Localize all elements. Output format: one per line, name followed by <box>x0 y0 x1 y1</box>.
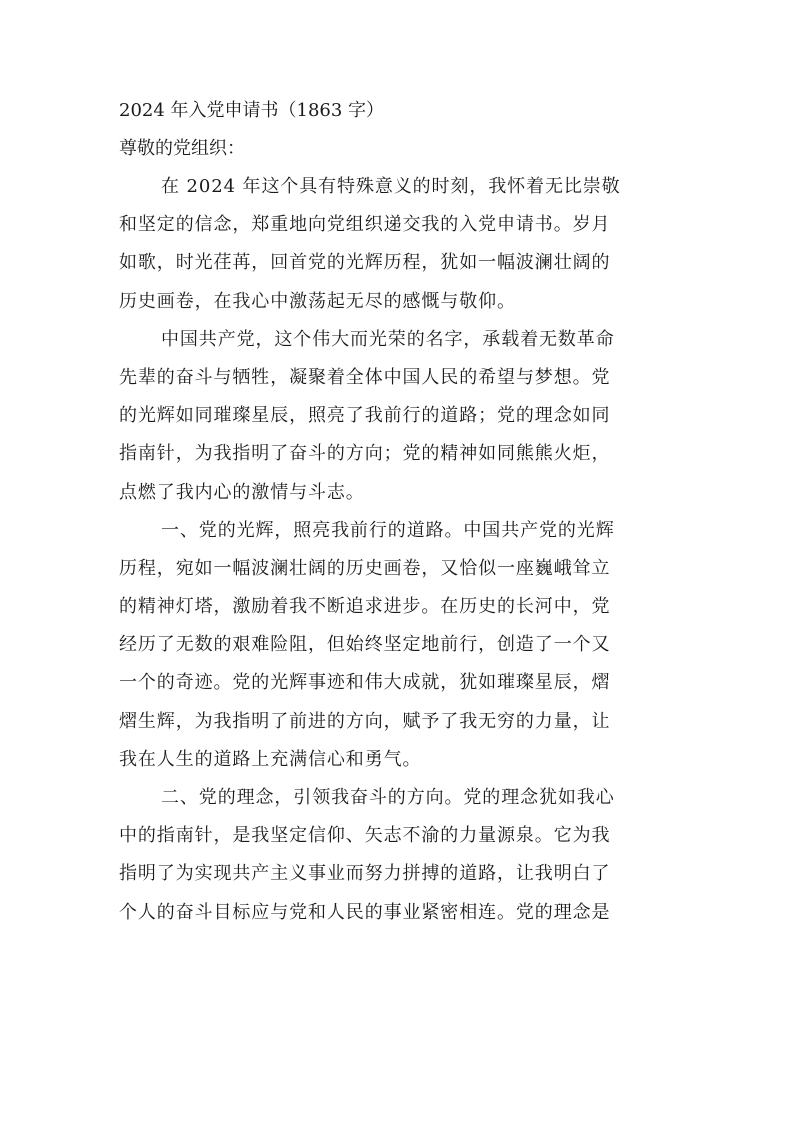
paragraph-line: 在 2024 年这个具有特殊意义的时刻，我怀着无比崇敬 <box>161 176 621 197</box>
paragraph-line: 熠生辉，为我指明了前进的方向，赋予了我无穷的力量，让 <box>119 710 611 732</box>
salutation: 尊敬的党组织： <box>119 138 245 159</box>
paragraph-line: 指明了为实现共产主义事业而努力拼搏的道路，让我明白了 <box>119 863 611 885</box>
document-body <box>119 92 675 932</box>
paragraph-line: 我在人生的道路上充满信心和勇气。 <box>119 748 422 770</box>
paragraph-line: 一个的奇迹。党的光辉事迹和伟大成就，犹如璀璨星辰，熠 <box>119 672 611 694</box>
paragraph-line: 的精神灯塔，激励着我不断追求进步。在历史的长河中，党 <box>119 596 611 618</box>
paragraph-line: 中的指南针，是我坚定信仰、矢志不渝的力量源泉。它为我 <box>119 825 611 847</box>
paragraph-line: 个人的奋斗目标应与党和人民的事业紧密相连。党的理念是 <box>119 901 611 923</box>
paragraph-line: 历史画卷，在我心中激荡起无尽的感慨与敬仰。 <box>119 290 516 312</box>
paragraph-line: 的光辉如同璀璨星辰，照亮了我前行的道路；党的理念如同 <box>119 405 611 427</box>
paragraph-line: 点燃了我内心的激情与斗志。 <box>119 481 365 503</box>
paragraph-list <box>119 168 675 932</box>
paragraph <box>119 168 675 321</box>
paragraph-line: 先辈的奋斗与牺牲，凝聚着全体中国人民的希望与梦想。党 <box>119 366 611 388</box>
paragraph <box>119 321 675 512</box>
paragraph <box>119 779 675 932</box>
paragraph-line: 和坚定的信念，郑重地向党组织递交我的入党申请书。岁月 <box>119 214 611 236</box>
paragraph-line: 二、党的理念，引领我奋斗的方向。党的理念犹如我心 <box>161 787 615 808</box>
paragraph-line: 一、党的光辉，照亮我前行的道路。中国共产党的光辉 <box>161 519 615 541</box>
paragraph-line: 如歌，时光荏苒，回首党的光辉历程，犹如一幅波澜壮阔的 <box>119 252 611 274</box>
document-title: 2024 年入党申请书（1863 字） <box>119 100 385 121</box>
paragraph-line: 历程，宛如一幅波澜壮阔的历史画卷，又恰似一座巍峨耸立 <box>119 557 611 579</box>
paragraph <box>119 512 675 779</box>
paragraph-line: 中国共产党，这个伟大而光荣的名字，承载着无数革命 <box>161 328 615 350</box>
paragraph-line: 经历了无数的艰难险阻，但始终坚定地前行，创造了一个又 <box>119 634 611 656</box>
paragraph-line: 指南针，为我指明了奋斗的方向；党的精神如同熊熊火炬， <box>119 443 611 465</box>
